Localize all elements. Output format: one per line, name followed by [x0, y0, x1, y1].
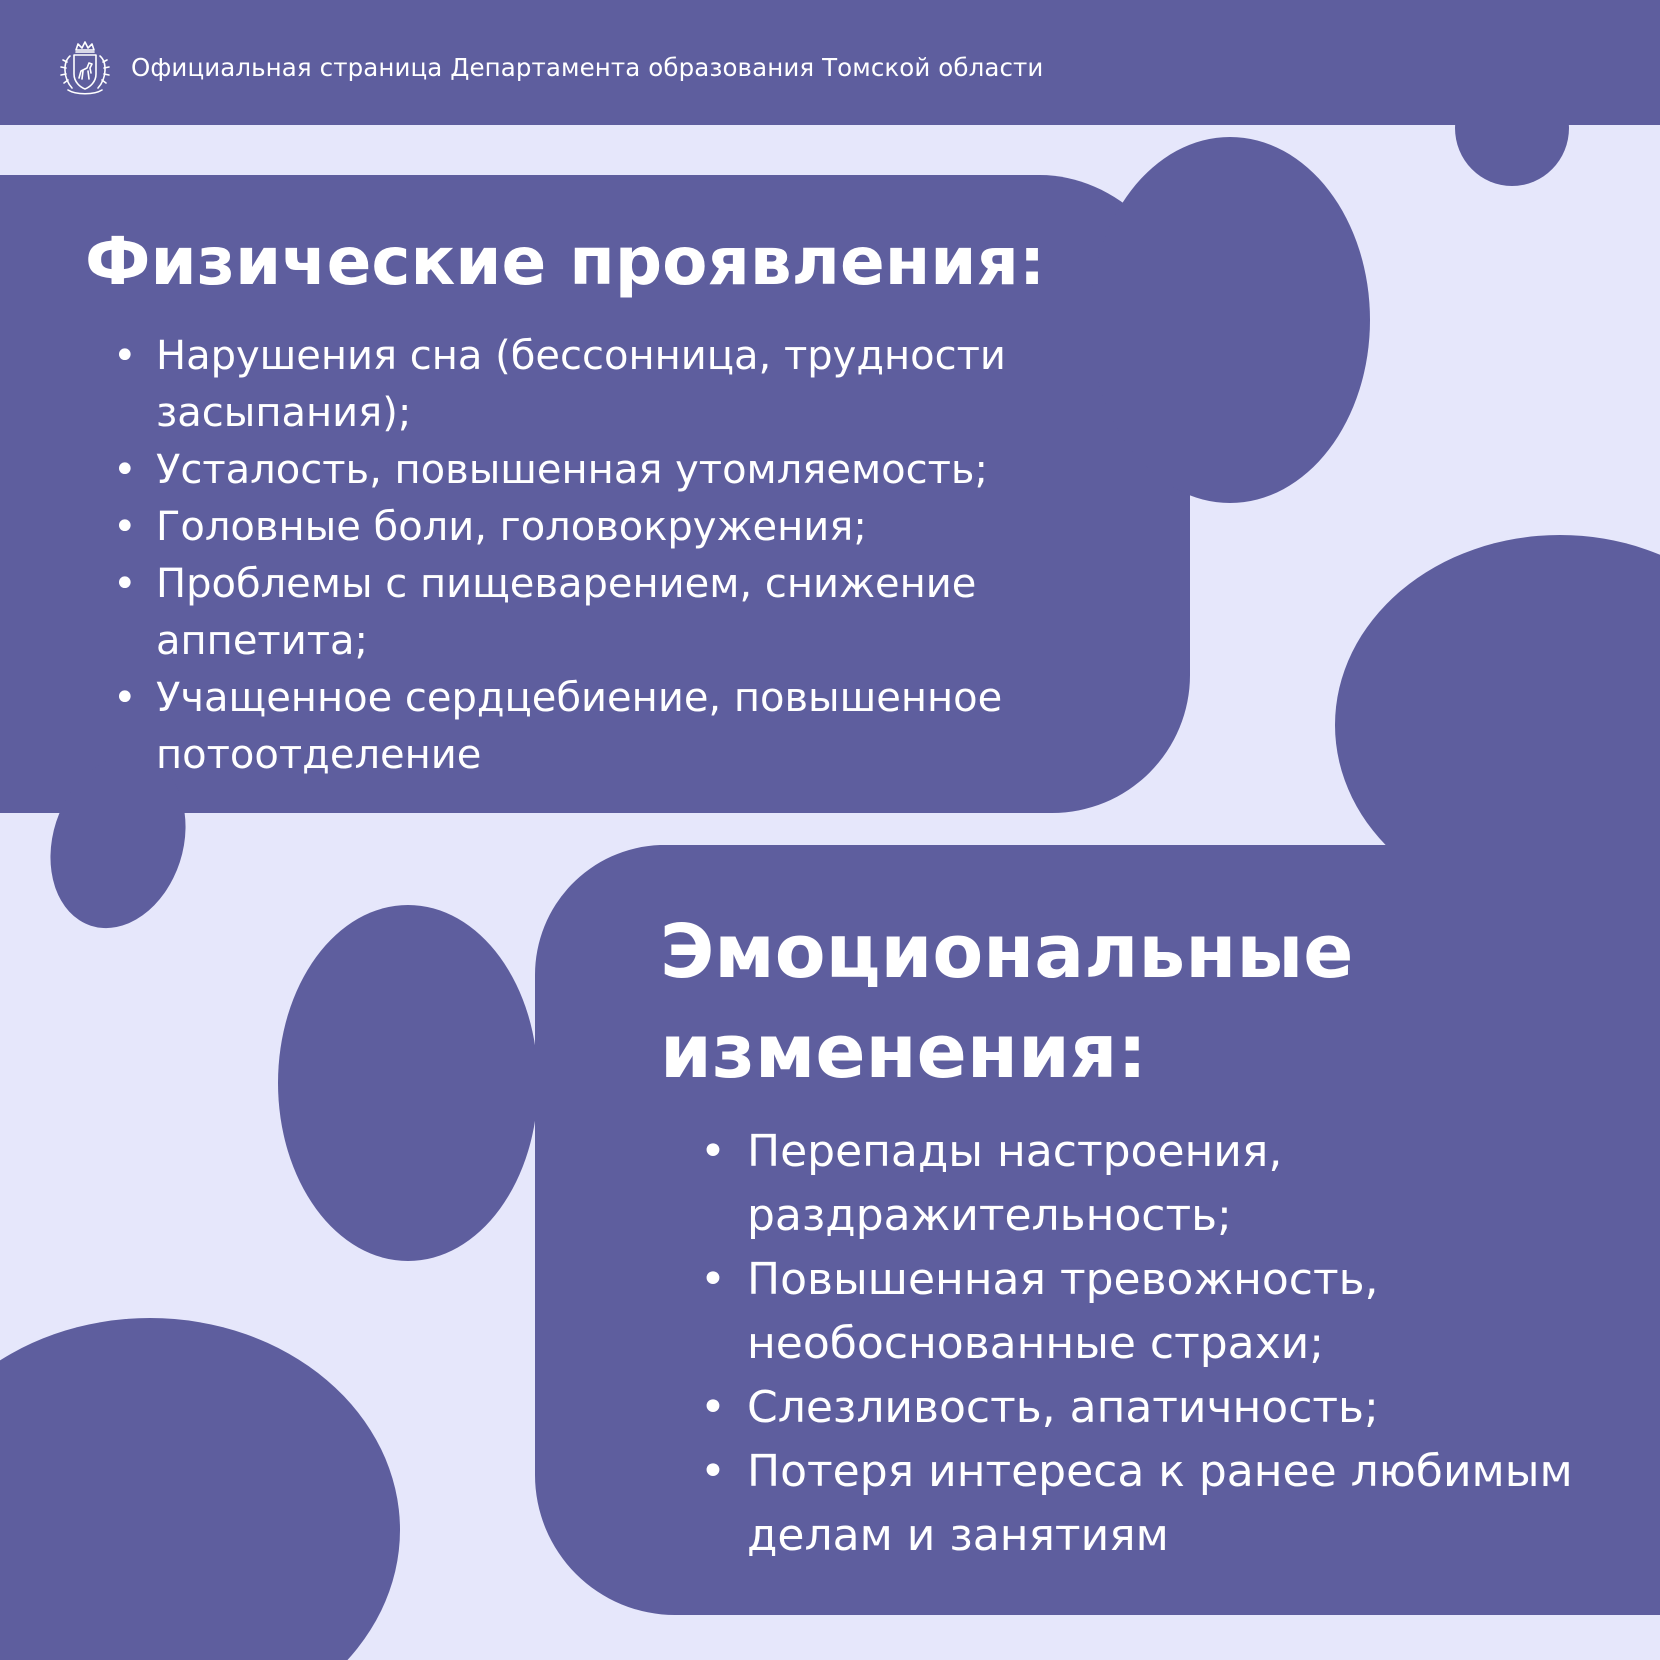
- bullet-icon: •: [700, 1382, 726, 1433]
- list-item: [113, 328, 1063, 442]
- list-item-text: Потеря интереса к ранее любимым делам и занятиям: [747, 1446, 1573, 1561]
- emotional-symptoms-list: [700, 1120, 1650, 1568]
- list-item: [113, 556, 1063, 670]
- list-item-text: Повышенная тревожность, необоснованные страхи;: [747, 1254, 1379, 1369]
- list-item: [113, 499, 1063, 556]
- physical-symptoms-list: [113, 328, 1063, 784]
- list-item-text: Слезливость, апатичность;: [747, 1382, 1379, 1433]
- bullet-icon: •: [700, 1446, 726, 1497]
- bullet-icon: •: [113, 561, 137, 607]
- bullet-icon: •: [113, 504, 137, 550]
- list-item: [700, 1248, 1650, 1376]
- list-item-text: Нарушения сна (бессонница, трудности засыпания);: [156, 333, 1006, 436]
- bullet-icon: •: [113, 675, 137, 721]
- list-item-text: Учащенное сердцебиение, повышенное потоотделение: [156, 675, 1003, 778]
- bullet-icon: •: [700, 1254, 726, 1305]
- blob-top-card-bulge: [1090, 137, 1370, 503]
- list-item: [700, 1376, 1650, 1440]
- list-item-text: Перепады настроения, раздражительность;: [747, 1126, 1283, 1241]
- list-item: [700, 1440, 1650, 1568]
- header-title: Официальная страница Департамента образования Томской области: [131, 53, 1044, 82]
- bullet-icon: •: [113, 447, 137, 493]
- list-item: [113, 670, 1063, 784]
- bullet-icon: •: [700, 1126, 726, 1177]
- physical-section-title: Физические проявления:: [85, 223, 1046, 300]
- header-bar: [0, 0, 1660, 125]
- blob-bottom-left: [0, 1318, 400, 1660]
- list-item-text: Головные боли, головокружения;: [156, 504, 867, 550]
- emotional-section-title: Эмоциональные изменения:: [660, 909, 1354, 1095]
- list-item: [113, 442, 1063, 499]
- list-item-text: Проблемы с пищеварением, снижение аппетита;: [156, 561, 977, 664]
- blob-bottom-card-bulge: [278, 905, 538, 1261]
- tomsk-coat-of-arms-icon: [54, 38, 116, 100]
- list-item: [700, 1120, 1650, 1248]
- list-item-text: Усталость, повышенная утомляемость;: [156, 447, 988, 493]
- bullet-icon: •: [113, 333, 137, 379]
